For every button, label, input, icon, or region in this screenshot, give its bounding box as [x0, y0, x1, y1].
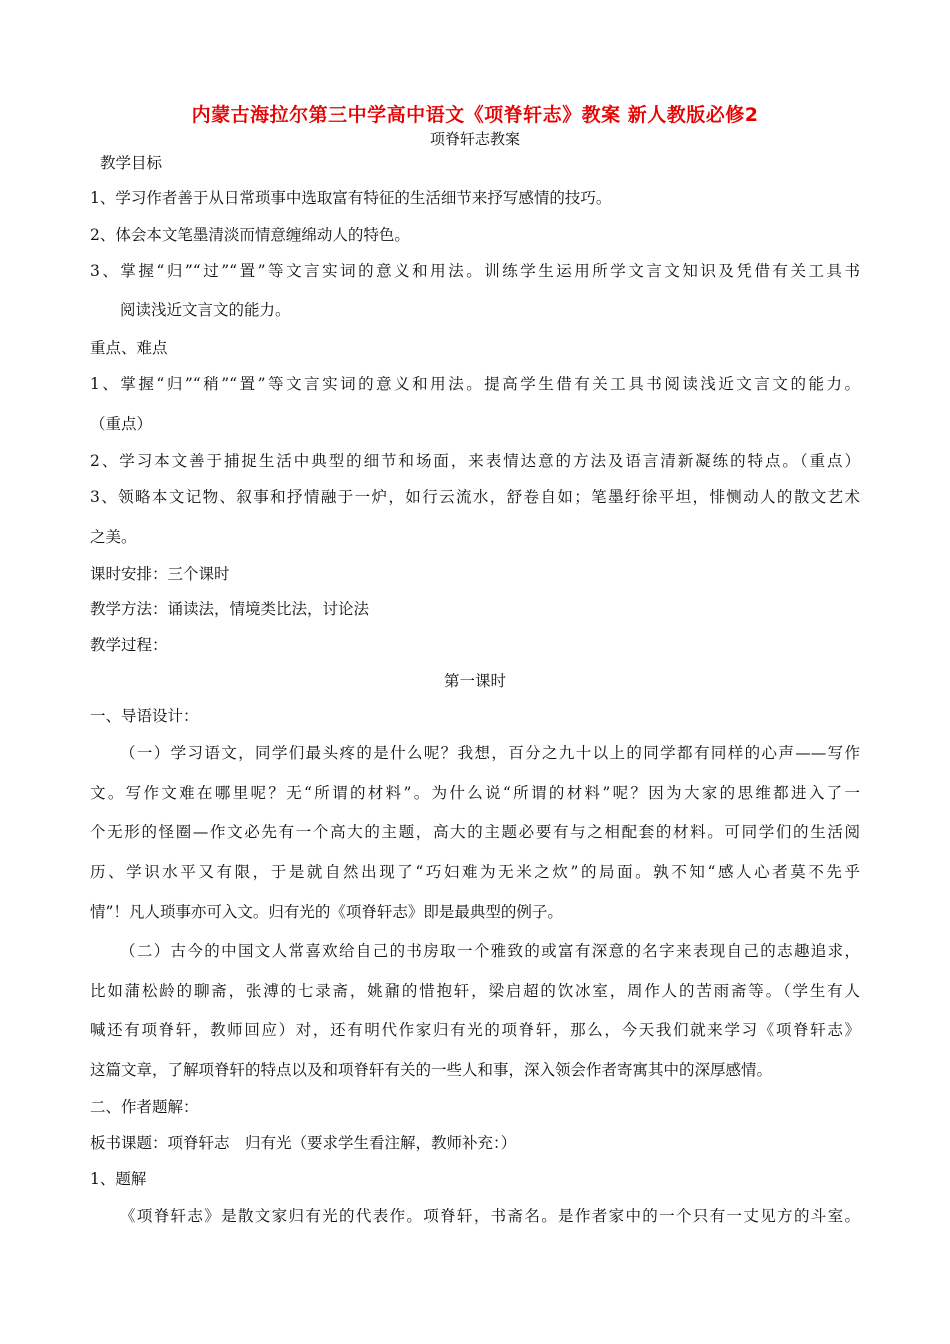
objective-line: 1、学习作者善于从日常琐事中选取富有特征的生活细节来抒写感情的技巧。 — [90, 189, 612, 207]
paragraph-line: 比如蒲松龄的聊斋，张溥的七录斋，姚鼐的惜抱轩，梁启超的饮冰室，周作人的苦雨斋等。（学生有人 — [90, 982, 860, 1000]
paragraph-line: 喊还有项脊轩，教师回应）对，还有明代作家归有光的项脊轩，那么，今天我们就来学习《项脊轩志》 — [90, 1021, 860, 1039]
section-heading-author: 二、作者题解： — [90, 1098, 199, 1116]
paragraph-line: 文。写作文难在哪里呢？无“所谓的材料”。为什么说“所谓的材料”呢？因为大家的思维都进入了一 — [90, 784, 860, 802]
paragraph-line: 《项脊轩志》是散文家归有光的代表作。项脊轩，书斋名。是作者家中的一个只有一丈见方的斗室。 — [120, 1207, 860, 1225]
key-point-line: 1、掌握“归”“稍”“置”等文言实词的意义和用法。提高学生借有关工具书阅读浅近文言文的能力。 — [90, 375, 860, 393]
section-heading-intro: 一、导语设计： — [90, 707, 199, 725]
objective-line: 2、体会本文笔墨清淡而情意缠绵动人的特色。 — [90, 226, 410, 244]
lesson-heading: 第一课时 — [443, 672, 506, 690]
method-line: 教学方法：诵读法，情境类比法，讨论法 — [90, 600, 370, 618]
paragraph-line: （一）学习语文，同学们最头疼的是什么呢？我想，百分之九十以上的同学都有同样的心声——写作 — [120, 744, 860, 762]
section-heading-objectives: 教学目标 — [100, 154, 163, 172]
key-point-line: 3、领略本文记物、叙事和抒情融于一炉，如行云流水，舒卷自如；笔墨纡徐平坦，悱恻动人的散文艺术 — [90, 488, 860, 506]
process-line: 教学过程： — [90, 636, 168, 654]
section-heading-key-points: 重点、难点 — [90, 339, 168, 357]
paragraph-line: 个无形的怪圈—作文必先有一个高大的主题，高大的主题必要有与之相配套的材料。可同学们的生活阅 — [90, 823, 860, 841]
document-subtitle: 项脊轩志教案 — [429, 130, 520, 148]
key-point-line-continued: 之美。 — [90, 528, 137, 546]
document-title: 内蒙古海拉尔第三中学高中语文《项脊轩志》教案 新人教版必修2 — [191, 104, 759, 126]
key-point-line-continued: （重点） — [90, 415, 153, 433]
paragraph-line: （二）古今的中国文人常喜欢给自己的书房取一个雅致的或富有深意的名字来表现自己的志趣追求， — [120, 942, 860, 960]
board-title-line: 板书课题：项脊轩志 归有光（要求学生看注解，教师补充：） — [90, 1134, 517, 1152]
paragraph-line: 这篇文章，了解项脊轩的特点以及和项脊轩有关的一些人和事，深入领会作者寄寓其中的深厚感情。 — [90, 1061, 773, 1079]
schedule-line: 课时安排：三个课时 — [90, 565, 230, 583]
objective-line: 3、掌握“归”“过”“置”等文言实词的意义和用法。训练学生运用所学文言文知识及凭借有关工具书 — [90, 262, 860, 280]
paragraph-line: 情”！凡人琐事亦可入文。归有光的《项脊轩志》即是最典型的例子。 — [90, 903, 563, 921]
paragraph-line: 历、学识水平又有限，于是就自然出现了“巧妇难为无米之炊”的局面。孰不知“感人心者莫不先乎 — [90, 863, 860, 881]
objective-line-continued: 阅读浅近文言文的能力。 — [120, 301, 291, 319]
subsection-heading: 1、题解 — [90, 1170, 147, 1188]
key-point-line: 2、学习本文善于捕捉生活中典型的细节和场面，来表情达意的方法及语言清新凝练的特点。（重点） — [90, 452, 860, 470]
